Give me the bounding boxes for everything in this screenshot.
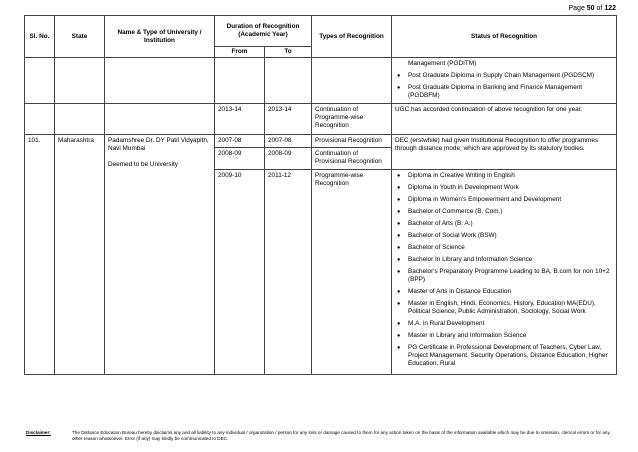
status-cell: DEC (erstwhile) had given Institutional Recognition to offer programmes through distance mode, which are approved by its statutory bodies. [392, 135, 617, 170]
programme-item: ● Diploma in Women's Empowerment and Development [395, 196, 613, 204]
programme-item: ● Master in English, Hindi, Economics, History, Education MA(EDU), Political Science, Public Administration, Sociology, Social Work [395, 300, 613, 316]
from-cell: 2007-08 [215, 135, 265, 148]
programme-item: ● Diploma in Creative Writing in English [395, 172, 613, 180]
disclaimer-label: Disclaimer: [26, 430, 51, 435]
programme-item: ● Bachelor In Library and Information Science [395, 256, 613, 264]
disclaimer-text: The Distance Education Bureau hereby disclaims any and all liability to any individual / organization / person for any loss or damage caused to them for any action taken on the basis of the information available which may be due to omission, clerical errors or for any other reason whatsoever. Error (if any) may kindly be communicated to DEC. [72, 430, 610, 441]
header-from: From [215, 47, 265, 58]
header-name-type: Name & Type of University / Institution [105, 16, 215, 58]
programme-item: ● Bachelor's Preparatory Programme Leading to BA, B.com for non 10+2 (BPP) [395, 268, 613, 284]
programme-item: ● Master in Library and Information Science [395, 332, 613, 340]
programme-item: ● Bachelor of Arts (B. A.) [395, 220, 613, 228]
programme-item: ● Bachelor of Commerce (B. Com.) [395, 208, 613, 216]
disclaimer [26, 430, 611, 442]
to-cell: 2007-08 [265, 135, 312, 148]
programme-item: ● Master of Arts in Distance Education [395, 288, 613, 296]
header-state: State [55, 16, 105, 58]
type-cell: Programme-wise Recognition [312, 170, 392, 375]
programme-item: ● Bachelor of Social Work (BSW) [395, 232, 613, 240]
list-item: ● Post Graduate Diploma in Banking and Finance Management (PGDBFM) [395, 84, 613, 100]
to-cell: 2013-14 [265, 104, 312, 135]
to-cell: 2008-09 [265, 148, 312, 170]
recognition-table [24, 15, 617, 375]
header-sl-no: Sl. No. [25, 16, 55, 58]
header-to: To [265, 47, 312, 58]
sl-no-cell: 101. [25, 135, 55, 375]
university-name: Padamshree Dr. DY Patil Vidyapith, Navi Mumbai [108, 137, 209, 152]
from-cell: 2008-09 [215, 148, 265, 170]
list-item: ● Post Graduate Diploma in Supply Chain Management (PGDSCM) [395, 72, 613, 80]
programme-item: ● M.A. in Rural Development [395, 320, 613, 328]
programme-item: ● Diploma in Youth in Development Work [395, 184, 613, 192]
programme-item: ● PG Certificate in Professional Development of Teachers, Cyber Law, Project Management, Security Operations, Distance Education, Higher Education, Rural [395, 344, 613, 368]
to-cell: 2011-12 [265, 170, 312, 375]
header-types: Types of Recognition [312, 16, 392, 58]
from-cell: 2009-10 [215, 170, 265, 375]
type-cell: Continuation of Provisional Recognition [312, 148, 392, 170]
page-number: Page 50 of 122 [568, 5, 616, 12]
list-item: Management (PGDITM) [408, 60, 477, 67]
type-cell: Provisional Recognition [312, 135, 392, 148]
university-cell [105, 135, 215, 375]
programmes-cell [392, 170, 617, 375]
from-cell: 2013-14 [215, 104, 265, 135]
header-duration: Duration of Recognition (Academic Year) [215, 16, 312, 47]
state-cell: Maharashtra [55, 135, 105, 375]
header-status: Status of Recognition [392, 16, 617, 58]
programme-item: ● Bachelor of Science [395, 244, 613, 252]
university-type: Deemed to be University [108, 161, 178, 168]
type-cell: Continuation of Programme-wise Recognition [312, 104, 392, 135]
status-cell: UGC has accorded continuation of above recognition for one year. [392, 104, 617, 135]
status-cell-top [392, 58, 617, 104]
